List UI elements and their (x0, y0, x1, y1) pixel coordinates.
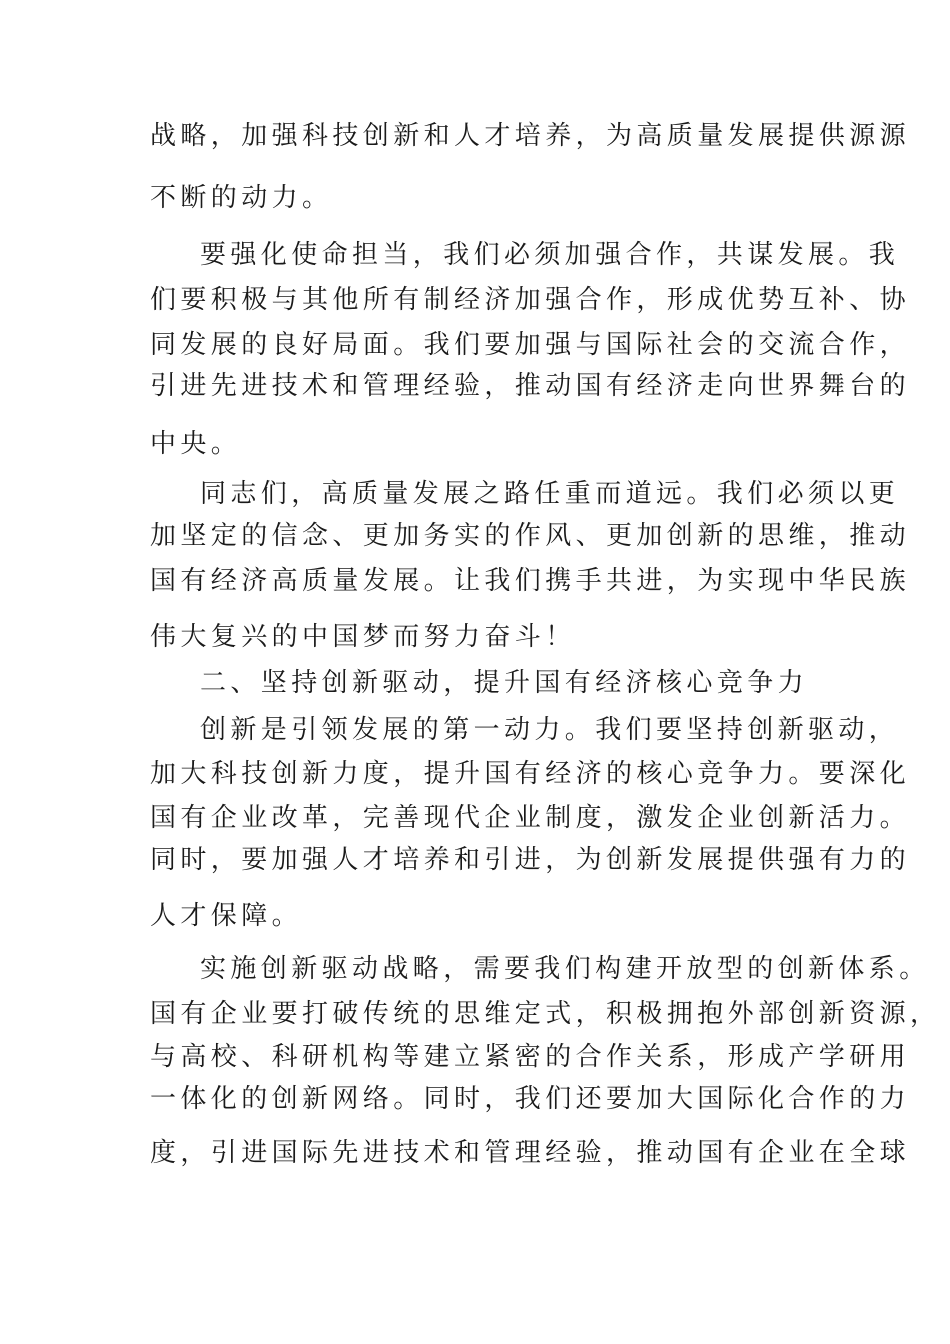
text-line: 战略，加强科技创新和人才培养，为高质量发展提供源源 (150, 121, 911, 151)
text-line: 与高校、科研机构等建立紧密的合作关系，形成产学研用 (150, 1042, 911, 1072)
text-line: 度，引进国际先进技术和管理经验，推动国有企业在全球 (150, 1138, 911, 1168)
text-line: 们要积极与其他所有制经济加强合作，形成优势互补、协 (150, 285, 911, 315)
paragraph-start-line: 实施创新驱动战略，需要我们构建开放型的创新体系。 (200, 954, 930, 984)
text-line: 一体化的创新网络。同时，我们还要加大国际化合作的力 (150, 1084, 911, 1114)
text-line: 同发展的良好局面。我们要加强与国际社会的交流合作， (150, 330, 911, 360)
text-line: 国有企业改革，完善现代企业制度，激发企业创新活力。 (150, 803, 911, 833)
text-line: 国有经济高质量发展。让我们携手共进，为实现中华民族 (150, 566, 911, 596)
text-line: 同时，要加强人才培养和引进，为创新发展提供强有力的 (150, 845, 911, 875)
text-line: 人才保障。 (150, 901, 303, 931)
paragraph-start-line: 要强化使命担当，我们必须加强合作，共谋发展。我 (200, 240, 900, 270)
text-line: 中央。 (150, 429, 242, 459)
text-line: 加大科技创新力度，提升国有经济的核心竞争力。要深化 (150, 759, 911, 789)
text-line: 伟大复兴的中国梦而努力奋斗！ (150, 622, 576, 652)
text-line: 不断的动力。 (150, 183, 333, 213)
text-line: 加坚定的信念、更加务实的作风、更加创新的思维，推动 (150, 521, 911, 551)
text-line: 国有企业要打破传统的思维定式，积极拥抱外部创新资源， (150, 999, 941, 1029)
paragraph-start-line: 同志们，高质量发展之路任重而道远。我们必须以更 (200, 479, 900, 509)
paragraph-start-line: 创新是引领发展的第一动力。我们要坚持创新驱动， (200, 715, 900, 745)
section-heading: 二、坚持创新驱动，提升国有经济核心竞争力 (200, 668, 809, 698)
text-line: 引进先进技术和管理经验，推动国有经济走向世界舞台的 (150, 371, 911, 401)
